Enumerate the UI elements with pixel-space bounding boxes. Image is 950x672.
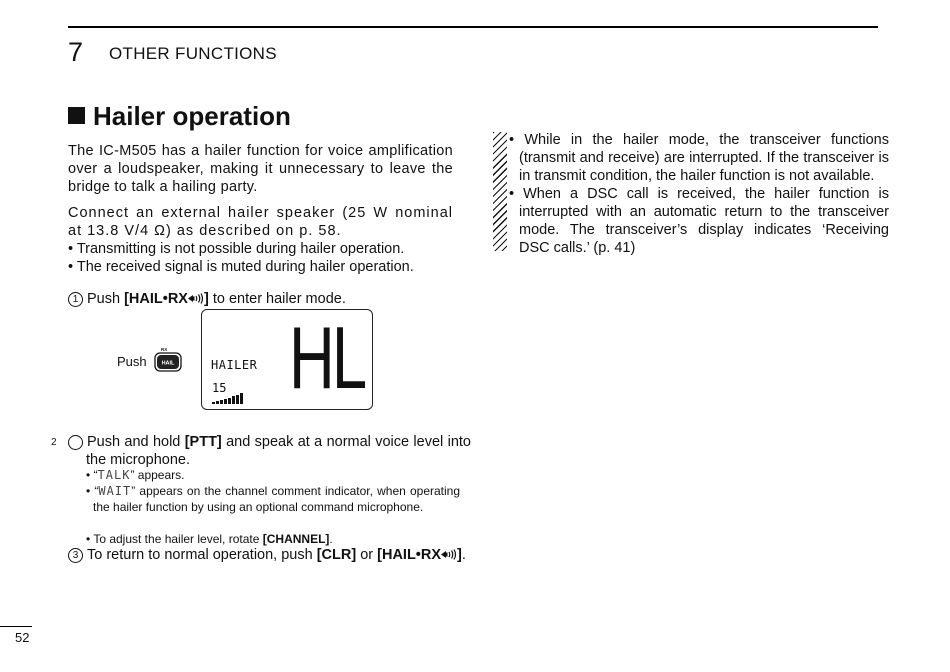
lcd-talk-text: TALK — [97, 468, 131, 482]
step-3-text-mid: or — [356, 547, 378, 563]
lcd-wait-text: WAIT — [98, 484, 132, 498]
hail-button-figure — [153, 346, 183, 372]
step-2-text-post: and speak at a normal voice level into the microphone. — [86, 434, 471, 468]
step-number-2: 2 — [68, 435, 83, 450]
bullet-transmit: • Transmitting is not possible during hailer operation. — [68, 241, 405, 257]
step-2 — [51, 433, 471, 469]
sub-bullet-level — [86, 531, 453, 547]
step-1-text-post: to enter hailer mode. — [208, 291, 346, 307]
speaker-icon — [441, 549, 457, 560]
button-label: HAIL — [161, 360, 175, 367]
speaker-icon — [188, 293, 204, 304]
hail-rx-key-label: [HAIL•RX — [124, 291, 188, 307]
page-number: 52 — [15, 630, 30, 645]
ptt-key: [PTT] — [184, 434, 222, 450]
sub-bullet-level-post: . — [329, 532, 333, 546]
sub-bullet-wait-pre: • “ — [86, 484, 99, 498]
chapter-title: OTHER FUNCTIONS — [109, 44, 277, 63]
note-dsc-call: • When a DSC call is received, the hailer function is interrupted with an automatic return to the transceiver mode. The transceiver’s display indicates ‘Receiving DSC calls.’ (p. 41) — [509, 186, 889, 256]
sub-bullet-level-pre: • To adjust the hailer level, rotate — [86, 532, 263, 546]
step-2-text-pre: Push and hold — [87, 434, 185, 450]
sub-bullet-talk — [86, 467, 453, 483]
lcd-level-text: 15 — [212, 381, 227, 395]
step-3-text-post: . — [461, 547, 466, 563]
sub-bullet-talk-post: ” appears. — [130, 468, 185, 482]
signal-bars-icon — [212, 391, 248, 403]
intro-paragraph: The IC-M505 has a hailer function for voice amplification over a loudspeaker, making it unnecessary to leave the bridge to talk a hailing party. — [68, 143, 453, 195]
channel-key: [CHANNEL] — [262, 532, 330, 546]
push-label: Push — [117, 354, 147, 369]
step-1-text-pre: Push — [87, 291, 125, 307]
section-heading — [68, 100, 291, 132]
sub-bullet-talk-pre: • “ — [86, 468, 98, 482]
note-hatch-bar — [493, 132, 507, 251]
hail-rx-key-2: [HAIL•RX ] — [377, 547, 462, 563]
step-3 — [68, 546, 466, 564]
sub-bullet-wait — [86, 483, 460, 515]
bullet-muted: • The received signal is muted during hailer operation. — [68, 259, 414, 275]
hail-rx-key: [HAIL•RX ] — [124, 291, 209, 307]
step-number-1: 1 — [68, 292, 83, 307]
button-top-label: RX — [161, 347, 168, 352]
clr-key: [CLR] — [316, 547, 357, 563]
speaker-paragraph: Connect an external hailer speaker (25 W nominal at 13.8 V/4 Ω) as described on p. 58. — [68, 205, 453, 239]
chapter-number: 7 — [68, 37, 84, 67]
hail-rx-key-2-label: [HAIL•RX — [377, 547, 442, 563]
header-rule — [68, 26, 878, 28]
step-number-3: 3 — [68, 548, 83, 563]
hail-button-icon — [153, 346, 183, 372]
lcd-big-text: HL — [289, 308, 365, 407]
lcd-mode-text: HAILER — [211, 358, 258, 372]
step-1 — [68, 290, 346, 308]
step-3-text-pre: To return to normal operation, push — [87, 547, 317, 563]
page-number-rule — [0, 626, 32, 627]
section-title: Hailer operation — [93, 101, 291, 131]
square-bullet-icon — [68, 107, 85, 124]
note-hailer-mode: • While in the hailer mode, the transceiver functions (transmit and receive) are interrupted. If the transceiver is in transmit condition, the hailer function is not available. — [509, 132, 889, 184]
sub-bullet-wait-post: ” appears on the channel comment indicator, when operating the hailer function by using an optional command microphone. — [93, 484, 461, 514]
